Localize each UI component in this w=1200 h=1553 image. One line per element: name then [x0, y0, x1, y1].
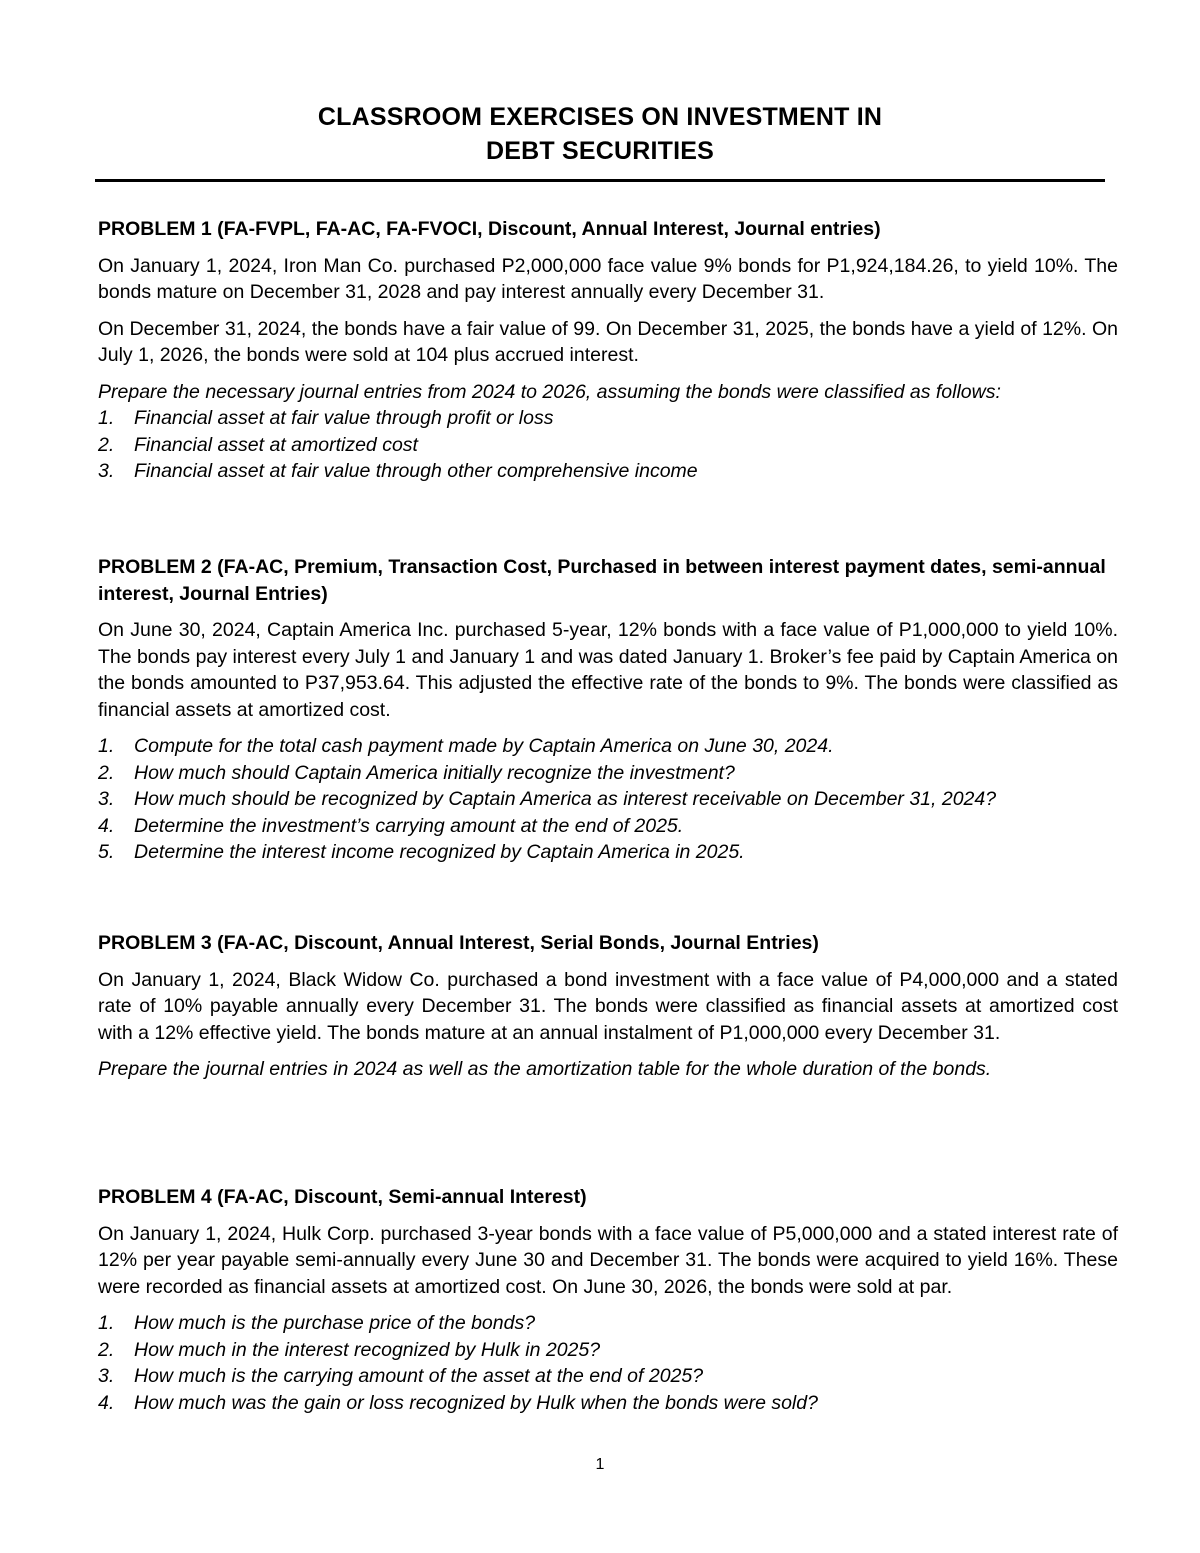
problem-heading: PROBLEM 2 (FA-AC, Premium, Transaction Cost, Purchased in between interest payment dates, semi-annual interest, Journal Entries) [98, 556, 1106, 605]
problem-heading: PROBLEM 3 (FA-AC, Discount, Annual Interest, Serial Bonds, Journal Entries) [98, 932, 819, 954]
item-text: Financial asset at amortized cost [134, 433, 418, 456]
list-item [98, 760, 1118, 787]
list-item [98, 813, 1118, 840]
list-item [98, 839, 1118, 866]
item-text: Financial asset at fair value through other comprehensive income [134, 460, 698, 482]
item-number: 3. [98, 1365, 115, 1387]
item-number: 1. [98, 407, 115, 429]
problem-instruction: Prepare the journal entries in 2024 as well as the amortization table for the whole duration of the bonds. [98, 1058, 992, 1080]
item-number: 3. [98, 460, 115, 482]
page-number: 1 [595, 1456, 605, 1473]
item-text: How much was the gain or loss recognized by Hulk when the bonds were sold? [134, 1391, 818, 1414]
list-item [98, 405, 1118, 432]
item-number: 1. [98, 735, 115, 757]
problem-paragraph: On June 30, 2024, Captain America Inc. purchased 5-year, 12% bonds with a face value of P1,000,000 to yield 10%. The bonds pay interest every July 1 and January 1 and was dated January 1. Broker’s fee paid by Captain America on the bonds amounted to P37,953.64. This adjusted the effective rate of the bonds to 9%. The bonds were classified as financial assets at amortized cost. [98, 619, 1118, 721]
item-number: 2. [98, 433, 115, 456]
list-item [98, 1337, 1118, 1364]
item-number: 4. [98, 814, 115, 837]
problem-heading: PROBLEM 1 (FA-FVPL, FA-AC, FA-FVOCI, Discount, Annual Interest, Journal entries) [98, 218, 881, 240]
problem-4 [98, 1184, 1118, 1416]
question-list [98, 405, 1118, 485]
item-text: How much is the purchase price of the bonds? [134, 1312, 536, 1334]
problem-3 [98, 930, 1118, 1083]
problem-paragraph: On December 31, 2024, the bonds have a fair value of 99. On December 31, 2025, the bonds have a yield of 12%. On July 1, 2026, the bonds were sold at 104 plus accrued interest. [98, 317, 1118, 366]
problem-paragraph: On January 1, 2024, Hulk Corp. purchased 3-year bonds with a face value of P5,000,000 and a stated interest rate of 12% per year payable semi-annually every June 30 and December 31. The bonds were acquired to yield 16%. These were recorded as financial assets at amortized cost. On June 30, 2026, the bonds were sold at par. [98, 1222, 1118, 1298]
list-item [98, 458, 1118, 485]
item-text: How much should be recognized by Captain America as interest receivable on December 31, 2024? [134, 788, 997, 810]
list-item [98, 432, 1118, 459]
item-number: 5. [98, 841, 115, 863]
list-item [98, 786, 1118, 813]
problem-1 [98, 216, 1118, 485]
item-text: How much in the interest recognized by Hulk in 2025? [134, 1338, 601, 1361]
item-text: Determine the investment’s carrying amount at the end of 2025. [134, 814, 684, 837]
item-text: How much should Captain America initially recognize the investment? [134, 761, 735, 784]
title-line-1: CLASSROOM EXERCISES ON INVESTMENT IN [317, 103, 883, 131]
list-item [98, 733, 1118, 760]
question-list [98, 1310, 1118, 1416]
list-item [98, 1390, 1118, 1417]
question-list [98, 733, 1118, 866]
item-text: Compute for the total cash payment made by Captain America on June 30, 2024. [134, 735, 834, 757]
problem-paragraph: On January 1, 2024, Iron Man Co. purchased P2,000,000 face value 9% bonds for P1,924,184.26, to yield 10%. The bonds mature on December 31, 2028 and pay interest annually every December 31. [98, 254, 1118, 303]
title-line-2: DEBT SECURITIES [485, 137, 715, 165]
list-item [98, 1363, 1118, 1390]
title-divider [95, 179, 1105, 182]
item-number: 3. [98, 788, 115, 810]
item-number: 4. [98, 1391, 115, 1414]
problem-paragraph: On January 1, 2024, Black Widow Co. purchased a bond investment with a face value of P4,000,000 and a stated rate of 10% payable annually every December 31. The bonds were classified as financial assets at amortized cost with a 12% effective yield. The bonds mature at an annual instalment of P1,000,000 every December 31. [98, 968, 1118, 1044]
problem-instruction: Prepare the necessary journal entries from 2024 to 2026, assuming the bonds were classified as follows: [98, 380, 1001, 403]
item-number: 2. [98, 1338, 115, 1361]
problem-heading: PROBLEM 4 (FA-AC, Discount, Semi-annual Interest) [98, 1186, 587, 1208]
problem-2 [98, 554, 1118, 866]
item-number: 2. [98, 761, 115, 784]
item-text: Financial asset at fair value through profit or loss [134, 407, 554, 429]
list-item [98, 1310, 1118, 1337]
item-text: How much is the carrying amount of the asset at the end of 2025? [134, 1365, 704, 1387]
item-text: Determine the interest income recognized by Captain America in 2025. [134, 841, 745, 863]
document-title [0, 100, 1200, 168]
item-number: 1. [98, 1312, 115, 1334]
